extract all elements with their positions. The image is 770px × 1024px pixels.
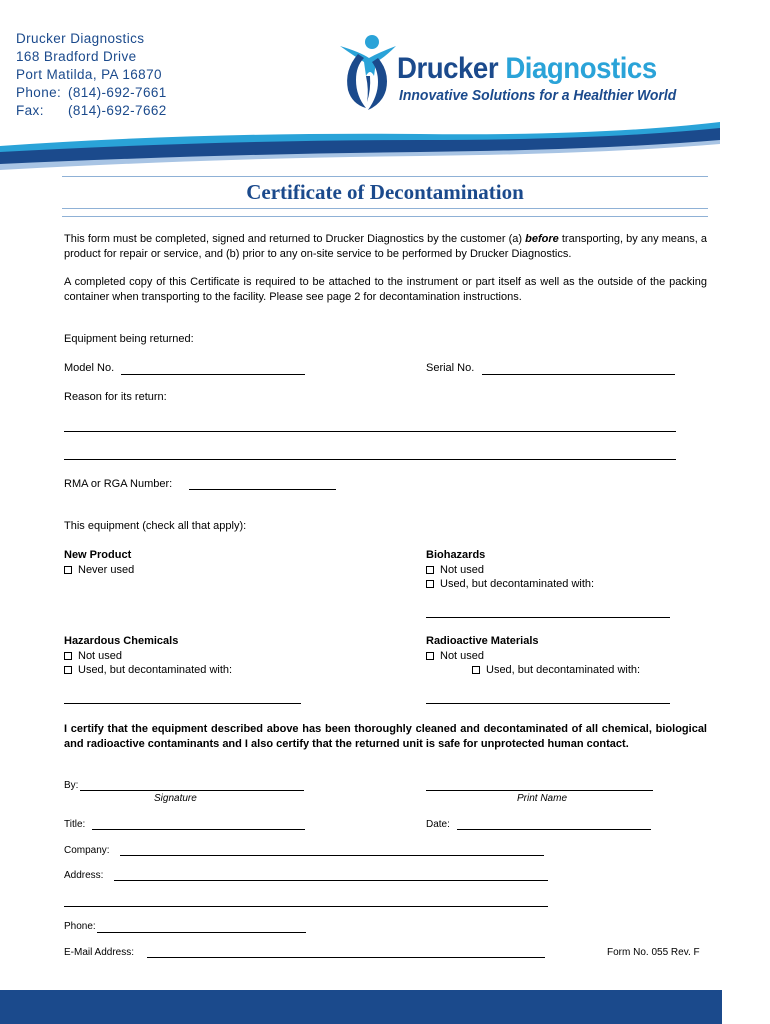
logo-name-part1: Drucker: [397, 52, 499, 85]
company-phone: [16, 84, 167, 102]
bio-used-checkbox[interactable]: [426, 580, 434, 588]
logo-tagline: Innovative Solutions for a Healthier World: [399, 87, 677, 104]
title-label: Title:: [64, 819, 86, 830]
rad-used-option[interactable]: Used, but decontaminated with:: [472, 664, 640, 676]
print-name-input[interactable]: [426, 790, 653, 791]
email-label: E-Mail Address:: [64, 947, 135, 958]
reason-input-line-1[interactable]: [64, 431, 676, 432]
email-input[interactable]: [147, 957, 545, 958]
phone-label: Phone:: [16, 85, 62, 100]
address-input-line-1[interactable]: [114, 880, 548, 881]
haz-not-used-option[interactable]: Not used: [64, 650, 122, 662]
address-label: Address:: [64, 870, 104, 881]
fax-label: Fax:: [16, 103, 44, 118]
certify-statement: I certify that the equipment described above has been thoroughly cleaned and decontaminated of all chemical, biological and radioactive contaminants and I also certify that the returned unit is safe for unprotected human contact.: [64, 723, 707, 750]
equipment-label: Equipment being returned:: [64, 333, 194, 345]
company-city: Port Matilda, PA 16870: [16, 67, 162, 82]
by-label: By:: [64, 780, 79, 791]
haz-used-option[interactable]: Used, but decontaminated with:: [64, 664, 232, 676]
logo-wordmark: [397, 52, 657, 86]
rma-label: RMA or RGA Number:: [64, 478, 173, 490]
header-swoosh: [0, 118, 770, 174]
signature-caption: Signature: [154, 793, 197, 804]
date-input[interactable]: [457, 829, 651, 830]
intro-paragraph-1: This form must be completed, signed and returned to Drucker Diagnostics by the customer (a) before transporting, by any means, a product for repair or service, and (b) prior to any on-site service to be performed by Drucker Diagnostics.: [64, 233, 707, 260]
page-title: Certificate of Decontamination: [246, 180, 524, 204]
reason-label: Reason for its return:: [64, 391, 167, 403]
haz-decon-input[interactable]: [64, 703, 301, 704]
check-intro: This equipment (check all that apply):: [64, 520, 247, 532]
rad-not-used-checkbox[interactable]: [426, 652, 434, 660]
address-input-line-2[interactable]: [64, 906, 548, 907]
phone-label: Phone:: [64, 921, 96, 932]
bio-not-used-option[interactable]: Not used: [426, 564, 484, 576]
rad-used-checkbox[interactable]: [472, 666, 480, 674]
model-label: Model No.: [64, 362, 115, 374]
footer-bar: [0, 990, 722, 1024]
fax-value: (814)-692-7662: [68, 103, 167, 118]
model-input[interactable]: [121, 374, 305, 375]
serial-label: Serial No.: [426, 362, 475, 374]
radioactive-heading: Radioactive Materials: [426, 635, 539, 647]
signature-input[interactable]: [80, 790, 304, 791]
company-name: Drucker Diagnostics: [16, 31, 145, 46]
company-address: [16, 30, 167, 120]
rad-decon-input[interactable]: [426, 703, 670, 704]
title-rule-bottom-1: [62, 208, 708, 209]
logo-figure-icon: [336, 32, 398, 114]
company-input[interactable]: [120, 855, 544, 856]
date-label: Date:: [426, 819, 450, 830]
phone-value: (814)-692-7661: [68, 85, 167, 100]
hazardous-heading: Hazardous Chemicals: [64, 635, 179, 647]
title-rule-bottom-2: [62, 216, 708, 217]
company-street: 168 Bradford Drive: [16, 49, 137, 64]
intro-paragraph-2: A completed copy of this Certificate is required to be attached to the instrument or part itself as well as the outside of the packing container when transporting to the facility. Please see page 2 for decontamination instructions.: [64, 276, 707, 303]
title-input[interactable]: [92, 829, 305, 830]
never-used-checkbox[interactable]: [64, 566, 72, 574]
logo-name-part2: Diagnostics: [505, 52, 657, 85]
company-label: Company:: [64, 845, 110, 856]
biohazards-heading: Biohazards: [426, 549, 486, 561]
form-number: Form No. 055 Rev. F: [607, 947, 700, 958]
print-name-caption: Print Name: [517, 793, 568, 804]
rma-input[interactable]: [189, 489, 336, 490]
serial-input[interactable]: [482, 374, 675, 375]
never-used-option[interactable]: Never used: [64, 564, 134, 576]
haz-used-checkbox[interactable]: [64, 666, 72, 674]
title-rule-top: [62, 176, 708, 177]
bio-not-used-checkbox[interactable]: [426, 566, 434, 574]
bio-decon-input[interactable]: [426, 617, 670, 618]
reason-input-line-2[interactable]: [64, 459, 676, 460]
intro-emphasis: before: [525, 233, 559, 245]
phone-input[interactable]: [97, 932, 306, 933]
bio-used-option[interactable]: Used, but decontaminated with:: [426, 578, 594, 590]
rad-not-used-option[interactable]: Not used: [426, 650, 484, 662]
new-product-heading: New Product: [64, 549, 132, 561]
haz-not-used-checkbox[interactable]: [64, 652, 72, 660]
